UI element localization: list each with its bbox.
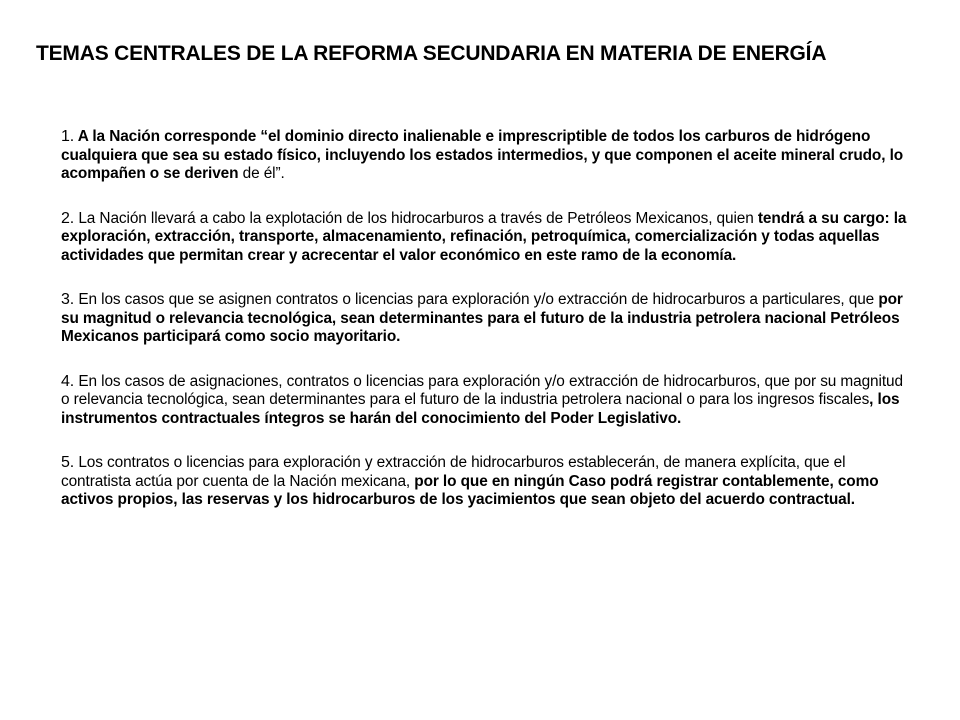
paragraph-text-bold: , los instrumentos contractuales íntegros se harán del conocimiento del Poder Legislativo. [61,391,900,427]
paragraph-4 [61,373,911,429]
paragraph-text: de él”. [238,165,285,182]
paragraph-number: 2. [61,209,75,227]
paragraph-text-bold: por lo que en ningún Caso podrá registrar contablemente, como activos propios, las reservas y los hidrocarburos de los yacimientos que sean objeto del acuerdo contractual. [61,472,879,508]
content-body [61,128,911,536]
paragraph-5 [61,454,911,510]
paragraph-1 [61,128,911,184]
paragraph-3 [61,291,911,347]
paragraph-text: En los casos que se asignen contratos o licencias para exploración y/o extracción de hidrocarburos a particulares, que [74,291,879,308]
paragraph-2 [61,210,911,266]
paragraph-text-bold: por su magnitud o relevancia tecnológica, sean determinantes para el futuro de la industria petrolera nacional Petróleos Mexicanos participará como socio mayoritario. [61,291,903,345]
slide-title: TEMAS CENTRALES DE LA REFORMA SECUNDARIA EN MATERIA DE ENERGÍA [36,42,827,65]
paragraph-number: 1. [61,128,75,145]
paragraph-number: 5. [61,454,75,471]
paragraph-text: Los contratos o licencias para exploración y extracción de hidrocarburos establecerán, de manera explícita, que el contratista actúa por cuenta de la Nación mexicana, [61,454,846,490]
paragraph-number: 4. [61,372,75,390]
paragraph-text: En los casos de asignaciones, contratos o licencias para exploración y/o extracción de hidrocarburos, que por su magnitud o relevancia tecnológica, sean determinantes para el futuro de la industria petrolera nacional o para los ingresos fiscales [61,372,903,408]
paragraph-text-bold: A la Nación corresponde “el dominio directo inalienable e imprescriptible de todos los carburos de hidrógeno cualquiera que sea su estado físico, incluyendo los estados intermedios, y que componen el aceite mineral crudo, lo acompañen o se deriven [61,128,904,182]
paragraph-number: 3. [61,291,75,308]
paragraph-text-bold: tendrá a su cargo: la exploración, extracción, transporte, almacenamiento, refinación, petroquímica, comercialización y todas aquellas actividades que permitan crear y acrecentar el valor económico en este ramo de la economía. [61,209,907,264]
paragraph-text: La Nación llevará a cabo la explotación de los hidrocarburos a través de Petróleos Mexicanos, quien [74,209,758,227]
